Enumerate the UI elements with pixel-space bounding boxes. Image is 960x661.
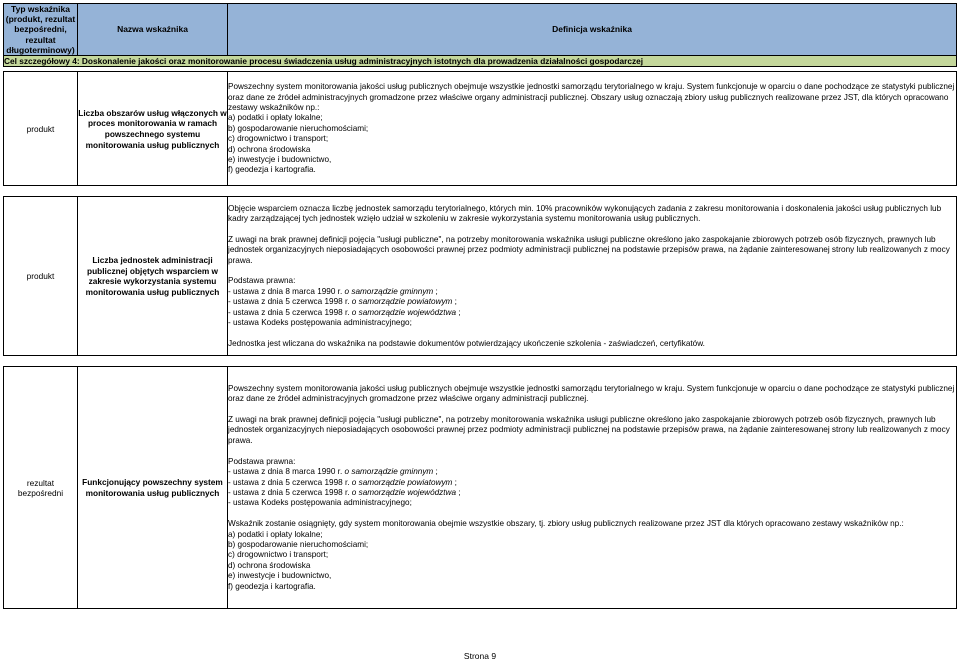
spacer: [4, 356, 957, 367]
legal-item-suffix: ;: [433, 467, 438, 477]
legal-item-text: - ustawa Kodeks postępowania administracyjnego;: [228, 318, 412, 328]
indicator-name: [78, 197, 228, 356]
legal-item-title: o samorządzie powiatowym: [351, 297, 453, 307]
definition-paragraph: Powszechny system monitorowania jakości usług publicznych obejmuje wszystkie jednostki samorządu terytorialnego w kraju. System funkcjonuje w oparciu o dane pochodzące ze statystyki publicznej oraz dane ze źródeł administracyjnych gromadzone przez właściwe organy administracji publicznej. Obszary usług oznaczają zbiory usług publicznych realizowane przez JST, dla których opracowano zestawy wskaźników np.:: [228, 82, 955, 112]
indicator-definition: [228, 72, 957, 186]
legal-item: [228, 488, 956, 498]
legal-item-suffix: ;: [456, 307, 461, 317]
legal-basis: [228, 276, 956, 328]
indicator-table: [3, 3, 957, 609]
header-type-label: Typ wskaźnika (produkt, rezultat bezpośredni, rezultat długoterminowy): [5, 4, 76, 55]
indicator-type: [4, 197, 78, 356]
table-row: [4, 72, 957, 186]
legal-item: [228, 297, 956, 307]
indicator-name: [78, 72, 228, 186]
goal-cell: [4, 56, 957, 67]
definition-list: [228, 530, 956, 592]
spacer-row: [4, 186, 957, 197]
indicator-name-text: Liczba obszarów usług włączonych w proces monitorowania w ramach powszechnego systemu monitorowania usług publicznych: [78, 107, 227, 150]
indicator-definition: [228, 367, 957, 609]
legal-item-suffix: ;: [433, 286, 438, 296]
legal-item: [228, 287, 956, 297]
legal-item-suffix: ;: [456, 487, 461, 497]
legal-basis: [228, 457, 956, 509]
header-name-label: Nazwa wskaźnika: [117, 24, 188, 35]
definition-paragraph: Wskaźnik zostanie osiągnięty, gdy system monitorowania obejmie wszystkie obszary, tj. zbiory usług publicznych realizowane przez JST dla których opracowano zestawy wskaźników np.:: [228, 519, 904, 529]
indicator-type-text: produkt: [26, 123, 55, 134]
goal-text: Cel szczegółowy 4: Doskonalenie jakości oraz monitorowanie procesu świadczenia usług administracyjnych istotnych dla prowadzenia działalności gospodarczej: [4, 56, 644, 67]
legal-item-title: o samorządzie gminnym: [344, 467, 434, 477]
legal-item-text: - ustawa z dnia 8 marca 1990 r.: [228, 467, 345, 477]
list-item: f) geodezja i kartografia.: [228, 581, 316, 591]
table-row: [4, 367, 957, 609]
indicator-name-text: Liczba jednostek administracji publicznej objętych wsparciem w zakresie wykorzystania systemu monitorowania usług publicznych: [85, 255, 220, 298]
indicator-definition: [228, 197, 957, 356]
header-row: [4, 4, 957, 56]
indicator-name-text: Funkcjonujący powszechny system monitorowania usług publicznych: [82, 477, 223, 498]
header-type-cell: [4, 4, 78, 56]
legal-item-title: o samorządzie województwa: [351, 487, 457, 497]
list-item: e) inwestycje i budownictwo,: [228, 571, 332, 581]
indicator-type-text: produkt: [26, 271, 55, 282]
list-item: f) geodezja i kartografia.: [228, 165, 316, 175]
list-item: c) drogownictwo i transport;: [228, 550, 329, 560]
legal-item-text: - ustawa z dnia 5 czerwca 1998 r.: [228, 297, 352, 307]
legal-item: [228, 498, 956, 508]
legal-item-suffix: ;: [452, 297, 457, 307]
indicator-name: [78, 367, 228, 609]
definition-paragraph: Z uwagi na brak prawnej definicji pojęcia "usługi publiczne", na potrzeby monitorowania wskaźnika usługi publiczne określono jako zaspokajanie zbiorowych potrzeb osób fizycznych, prawnych lub jednostek organizacyjnych nieposiadających osobowości prawnej przez podmioty administracji publicznej na podstawie przepisów prawa, na żądanie zainteresowanej strony lub realizowanych z mocy prawa.: [228, 415, 950, 445]
spacer-row: [4, 356, 957, 367]
legal-item: [228, 478, 956, 488]
list-item: d) ochrona środowiska: [228, 144, 311, 154]
page-number: Strona 9: [463, 651, 497, 661]
list-item: b) gospodarowanie nieruchomościami;: [228, 123, 369, 133]
definition-paragraph: Powszechny system monitorowania jakości usług publicznych obejmuje wszystkie jednostki samorządu terytorialnego w kraju. System funkcjonuje w oparciu o dane pochodzące ze statystyki publicznej oraz dane ze źródeł administracyjnych gromadzone przez właściwe organy administracji publicznej.: [228, 383, 955, 404]
legal-item-title: o samorządzie województwa: [351, 307, 457, 317]
indicator-type: [4, 72, 78, 186]
legal-item: [228, 318, 956, 328]
header-definition-label: Definicja wskaźnika: [552, 24, 632, 35]
legal-item-title: o samorządzie powiatowym: [351, 477, 453, 487]
list-item: a) podatki i opłaty lokalne;: [228, 113, 323, 123]
list-item: c) drogownictwo i transport;: [228, 134, 329, 144]
header-definition-cell: [228, 4, 957, 56]
list-item: a) podatki i opłaty lokalne;: [228, 529, 323, 539]
legal-item-suffix: ;: [452, 477, 457, 487]
legal-basis-title: Podstawa prawna:: [228, 276, 296, 286]
table-row: [4, 197, 957, 356]
list-item: e) inwestycje i budownictwo,: [228, 154, 332, 164]
legal-item-title: o samorządzie gminnym: [344, 286, 434, 296]
legal-item: [228, 467, 956, 477]
spacer: [4, 186, 957, 197]
legal-basis-title: Podstawa prawna:: [228, 456, 296, 466]
legal-item-text: - ustawa z dnia 5 czerwca 1998 r.: [228, 307, 352, 317]
definition-paragraph: Jednostka jest wliczana do wskaźnika na podstawie dokumentów potwierdzający ukończenie szkolenia - zaświadczeń, certyfikatów.: [228, 338, 705, 348]
legal-item-text: - ustawa z dnia 5 czerwca 1998 r.: [228, 477, 352, 487]
definition-paragraph: Z uwagi na brak prawnej definicji pojęcia "usługi publiczne", na potrzeby monitorowania wskaźnika usługi publiczne określono jako zaspokajanie zbiorowych potrzeb osób fizycznych, prawnych lub jednostek organizacyjnych nieposiadających osobowości prawnej przez podmioty administracji publicznej na podstawie przepisów prawa, na żądanie zainteresowanej strony lub realizowanych z mocy prawa.: [228, 234, 950, 265]
legal-item: [228, 308, 956, 318]
list-item: d) ochrona środowiska: [228, 560, 311, 570]
list-item: b) gospodarowanie nieruchomościami;: [228, 539, 369, 549]
header-name-cell: [78, 4, 228, 56]
definition-paragraph: Objęcie wsparciem oznacza liczbę jednostek samorządu terytorialnego, których min. 10% pracowników wykonujących zadania z zakresu monitorowania i doskonalenia jakości usług publicznych lub kadry zarządzającej tych jednostek wzięło udział w szkoleniu w zakresie wykorzystania systemu monitorowania usług publicznych.: [228, 203, 942, 223]
legal-item-text: - ustawa z dnia 5 czerwca 1998 r.: [228, 487, 352, 497]
legal-item-text: - ustawa z dnia 8 marca 1990 r.: [228, 286, 345, 296]
goal-row: [4, 56, 957, 67]
indicator-type: [4, 367, 78, 609]
definition-list: [228, 113, 956, 175]
legal-item-text: - ustawa Kodeks postępowania administracyjnego;: [228, 498, 412, 508]
indicator-type-text: rezultat bezpośredni: [17, 477, 64, 498]
